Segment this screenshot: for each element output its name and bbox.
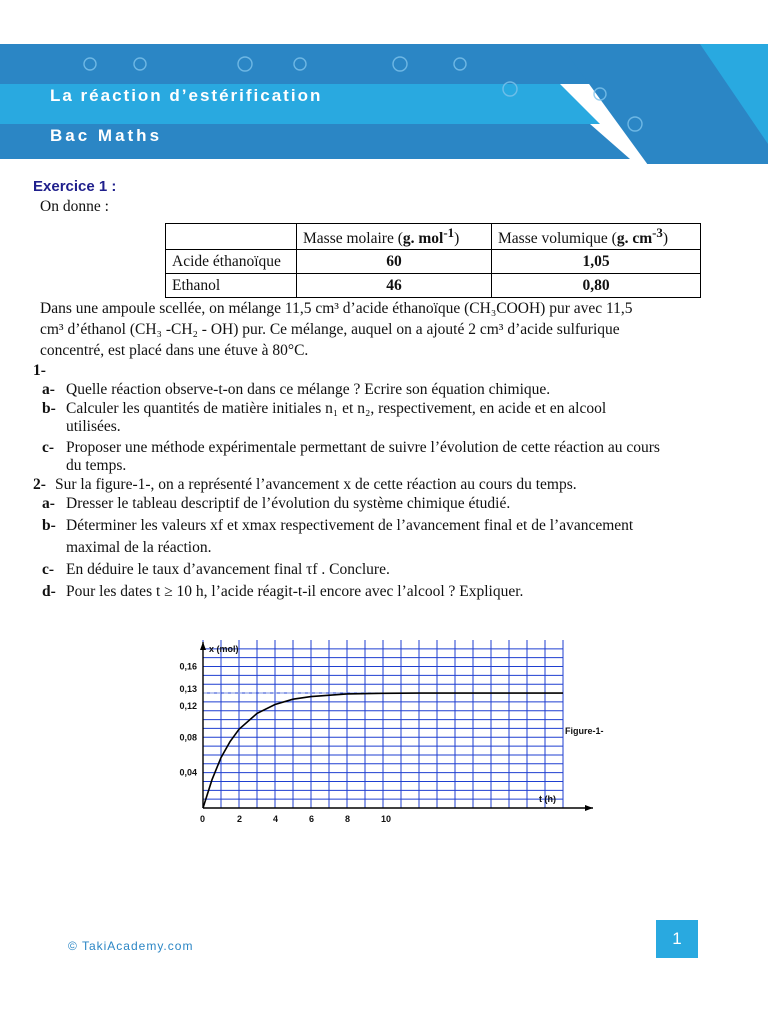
x-tick-label: 0 <box>200 814 206 824</box>
y-tick-label: 0,13 <box>179 684 197 695</box>
x-tick-label: 8 <box>345 814 351 824</box>
x-axis-arrow <box>585 805 593 811</box>
question-text: Sur la figure-1-, on a représenté l’avancement x de cette réaction au cours du temps. <box>55 476 577 493</box>
question-number: 1- <box>33 362 46 379</box>
y-axis-label: x (mol) <box>209 644 239 654</box>
page-number: 1 <box>656 920 698 958</box>
question-number: 2- <box>33 476 46 493</box>
question-label: d- <box>42 583 56 600</box>
question-text: Proposer une méthode expérimentale permettant de suivre l’évolution de cette réaction au cours <box>66 439 660 456</box>
figure-label: Figure-1- <box>565 726 604 736</box>
paragraph-line: concentré, est placé dans une étuve à 80°C. <box>40 342 309 359</box>
question-label: a- <box>42 381 55 398</box>
question-label: a- <box>42 495 55 512</box>
table-cell: 60 <box>297 250 492 274</box>
question-label: c- <box>42 439 55 456</box>
y-tick-label: 0,04 <box>179 767 197 778</box>
question-text: maximal de la réaction. <box>66 539 212 556</box>
paragraph-line: Dans une ampoule scellée, on mélange 11,5 cm³ d’acide éthanoïque (CH₃COOH) pur avec 11,5 <box>40 300 633 317</box>
table-header-density: Masse volumique (g. $cm^{-3}$) <box>492 224 701 250</box>
question-text: Pour les dates t ≥ 10 h, l’acide réagit-t-il encore avec l’alcool ? Expliquer. <box>66 583 524 600</box>
question-label: b- <box>42 517 56 534</box>
page-title: La réaction d’estérification <box>50 86 323 105</box>
question-text: En déduire le taux d’avancement final τf . Conclure. <box>66 561 390 578</box>
y-axis-arrow <box>200 642 206 650</box>
table-header-molar: Masse molaire (g. mol$^{-1}$) <box>297 224 492 250</box>
table-cell: 1,05 <box>492 250 701 274</box>
question-text: Quelle réaction observe-t-on dans ce mélange ? Ecrire son équation chimique. <box>66 381 551 398</box>
figure-1-chart <box>160 630 640 830</box>
y-tick-label: 0,08 <box>179 732 197 743</box>
question-text: Déterminer les valeurs xf et xmax respectivement de l’avancement final et de l’avancement <box>66 517 634 534</box>
question-text: utilisées. <box>66 418 121 435</box>
table-cell: 0,80 <box>492 274 701 298</box>
question-label: b- <box>42 400 56 417</box>
table-row <box>166 274 701 298</box>
x-tick-label: 4 <box>273 814 279 824</box>
exercise-intro: On donne : <box>40 198 109 215</box>
x-tick-label: 10 <box>381 814 392 824</box>
table-header-row <box>166 224 701 250</box>
x-tick-label: 2 <box>237 814 243 824</box>
question-text: Dresser le tableau descriptif de l’évolution du système chimique étudié. <box>66 495 511 512</box>
exercise-title: Exercice 1 : <box>33 178 117 195</box>
footer-brand: © TakiAcademy.com <box>68 939 194 953</box>
data-table <box>165 223 701 298</box>
question-text: Calculer les quantités de matière initiales n₁ et n₂, respectivement, en acide et en alcool <box>66 400 607 417</box>
x-tick-label: 6 <box>309 814 315 824</box>
page-subtitle: Bac Maths <box>50 126 163 145</box>
x-axis-label: t (h) <box>539 794 556 804</box>
table-row <box>166 250 701 274</box>
table-cell: Acide éthanoïque <box>166 250 297 274</box>
table-cell: Ethanol <box>166 274 297 298</box>
question-text: du temps. <box>66 457 127 474</box>
y-tick-label: 0,16 <box>179 661 197 672</box>
paragraph-line: cm³ d’éthanol (CH₃ -CH₂ - OH) pur. Ce mélange, auquel on a ajouté 2 cm³ d’acide sulfurique <box>40 321 620 338</box>
table-cell <box>166 224 297 250</box>
y-tick-label: 0,12 <box>179 700 197 711</box>
question-label: c- <box>42 561 55 578</box>
table-cell: 46 <box>297 274 492 298</box>
